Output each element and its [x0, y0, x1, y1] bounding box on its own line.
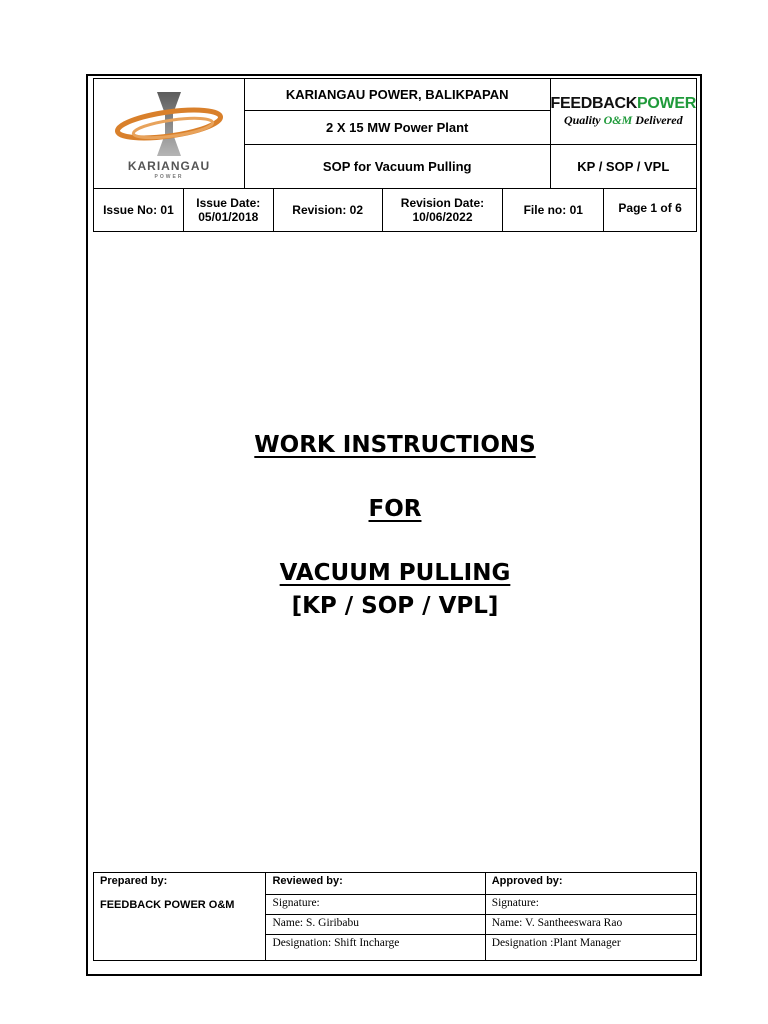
title-line-4: [KP / SOP / VPL] — [291, 593, 499, 619]
approved-name: Name: V. Santheeswara Rao — [485, 915, 696, 935]
issue-date-label: Issue Date: — [196, 196, 261, 210]
revision: Revision: 02 — [273, 189, 382, 232]
title-line-3: VACUUM PULLING — [279, 560, 511, 586]
approved-signature: Signature: — [485, 895, 696, 915]
vendor-logo-left: FEEDBACK — [550, 95, 638, 112]
title-line-1: WORK INSTRUCTIONS — [254, 432, 536, 458]
approved-label: Approved by: — [485, 873, 696, 895]
reviewed-label: Reviewed by: — [266, 873, 485, 895]
doc-code: KP / SOP / VPL — [550, 145, 696, 189]
issue-date — [183, 189, 273, 232]
document-header — [93, 78, 697, 189]
issue-no: Issue No: 01 — [94, 189, 184, 232]
page-number: Page 1 of 6 — [604, 189, 697, 232]
company-name: KARIANGAU POWER, BALIKPAPAN — [244, 79, 550, 111]
vendor-tagline-b: O&M — [603, 113, 633, 127]
logo-sub: POWER — [154, 174, 184, 180]
vendor-tagline-a: Quality — [563, 113, 604, 127]
issue-date-value: 05/01/2018 — [198, 210, 259, 224]
vendor-tagline-c: Delivered — [632, 113, 683, 127]
feedback-power-logo — [550, 79, 696, 145]
reviewed-signature: Signature: — [266, 895, 485, 915]
logo-name: KARIANGAU — [127, 159, 211, 173]
reviewed-name: Name: S. Giribabu — [266, 915, 485, 935]
file-no: File no: 01 — [503, 189, 604, 232]
reviewed-designation: Designation: Shift Incharge — [266, 935, 485, 961]
kariangau-logo-icon — [99, 84, 239, 180]
approved-designation: Designation :Plant Manager — [485, 935, 696, 961]
revision-date-label: Revision Date: — [400, 196, 485, 210]
prepared-by: FEEDBACK POWER O&M — [94, 895, 266, 961]
document-meta — [93, 188, 697, 232]
sop-title: SOP for Vacuum Pulling — [244, 145, 550, 189]
approval-table — [93, 872, 697, 961]
vendor-logo-right: POWER — [637, 95, 696, 112]
prepared-label: Prepared by: — [94, 873, 266, 895]
title-line-2: FOR — [368, 496, 422, 522]
kariangau-logo — [94, 79, 245, 189]
revision-date-value: 10/06/2022 — [412, 210, 473, 224]
plant-name: 2 X 15 MW Power Plant — [244, 111, 550, 145]
revision-date — [382, 189, 503, 232]
